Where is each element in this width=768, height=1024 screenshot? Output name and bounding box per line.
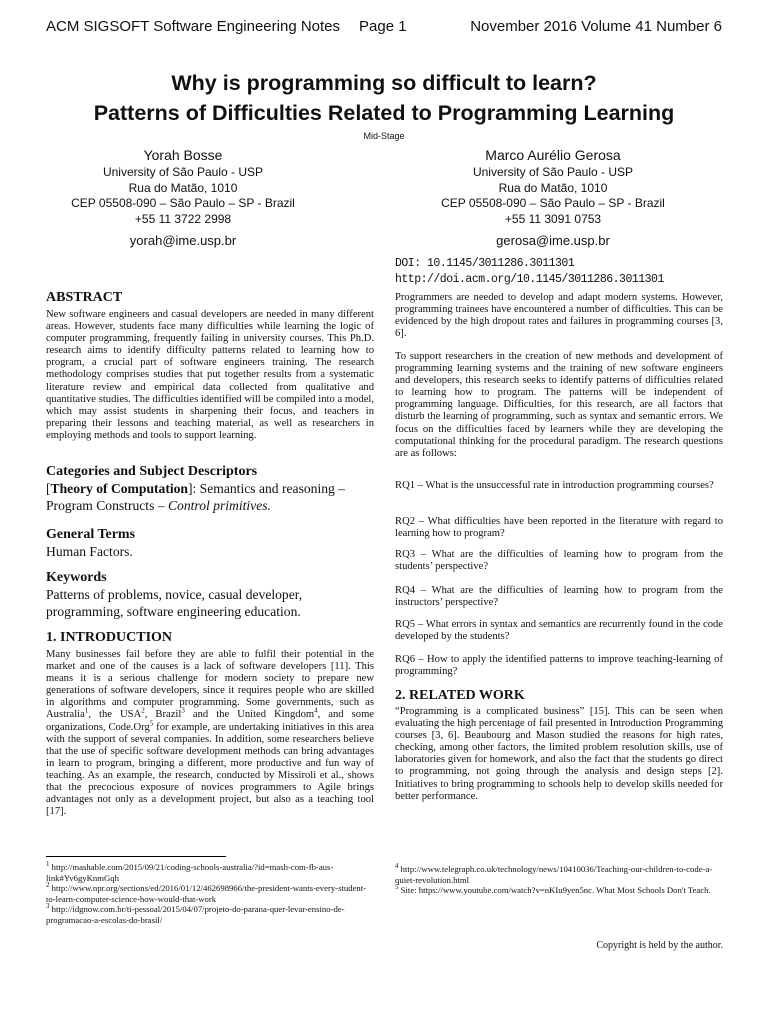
author-email[interactable]: gerosa@ime.usp.br [496, 233, 610, 249]
intro-paragraph-1: Programmers are needed to develop and adapt modern systems. However, programming trainees have encountered a number of difficulties. This can be evidenced by the high dropout rates and failures in programming courses [3, 6]. [395, 292, 723, 340]
keywords-text: Patterns of problems, novice, casual developer, programming, software engineering education. [46, 587, 303, 619]
title-line-1: Why is programming so difficult to learn? [171, 71, 597, 95]
introduction-heading: 1. INTRODUCTION [46, 630, 173, 645]
categories-section [46, 464, 374, 514]
author-affiliation: University of São Paulo - USP [472, 165, 634, 179]
footnote-url[interactable]: http://www.npr.org/sections/ed/2016/01/12/462698966/the-president-wants-every-student-to-learn-computer-science-how-would-that-work [46, 883, 367, 904]
related-work-section [395, 688, 723, 803]
title-line-2: Patterns of Difficulties Related to Programming Learning [93, 101, 675, 125]
footnote-rule [46, 856, 226, 857]
research-question-1: RQ1 – What is the unsuccessful rate in introduction programming courses? [395, 480, 714, 491]
footnotes-right [395, 864, 723, 896]
footnote-url[interactable]: http://mashable.com/2015/09/21/coding-schools-australia/?id=mash-com-fb-aus-link#Yv6gyKnmGqh [46, 862, 334, 883]
footnote: $^2$ http://www.npr.org/sections/ed/2016/01/12/462698966/the-president-wants-every-student-to-learn-computer-science-how-would-that-work [46, 881, 367, 904]
footnote: $^5$ Site: https://www.youtube.com/watch?v=nKIu9yen5nc. What Most Schools Don't Teach. [395, 883, 711, 896]
introduction-text: Many businesses fail before they are able to fulfil their potential in the market and one of the causes is a lack of software developers [11]. This means it is a serious challenge for modern society to prepare new generations of software developers, since it requires people who are skilled in algorithms and computer programming. Some governments, such as Australia$^1$, the USA$^2$, Brazil$^3$ and the United Kingdom$^4$, and some organizations, Code.Org$^5$ for example, are undertaking initiatives in this area with the support of several companies. In addition, some researchers believe that the use of specific software development methods can bring advantages in learn to program, bringing a different, more productive and fun way of teaching. As an example, the research, conducted by Missiroli et al., shows that the precocious exposure of novices programmers to Agile brings advantages not only as a development project, but also as a teaching tool [17]. [46, 649, 375, 818]
running-header [46, 18, 722, 40]
keywords-heading: Keywords [46, 570, 107, 585]
related-work-text: “Programming is a complicated business” [15]. This can be seen when evaluating the high percentage of fail presented in Introduction Programming courses [3, 6]. Beaubourg and Mason studied the reasons for high rates, checking, among other factors, the limited problem resolution skills, use of laboratories given for homework, and also the fact that the students go direct to programming, not going through the analysis and design steps [2]. Initiatives to bring programming to schools help to develop skills needed for better performance. [395, 706, 724, 802]
introduction-section [46, 630, 374, 818]
stage-label: Mid-Stage [363, 131, 405, 141]
author-block-1 [18, 146, 348, 250]
categories-heading: Categories and Subject Descriptors [46, 464, 258, 479]
paper-title [0, 68, 768, 128]
footnote-ref[interactable]: 1 [84, 706, 89, 715]
author-postal: CEP 05508-090 – São Paulo – SP - Brazil [71, 196, 295, 211]
footnote-ref[interactable]: 2 [141, 706, 145, 715]
footnote-ref[interactable]: 4 [314, 706, 318, 715]
doi-block [395, 256, 664, 288]
footnote-url[interactable]: Site: https://www.youtube.com/watch?v=nKIu9yen5nc. What Most Schools Don't Teach. [398, 885, 711, 896]
author-street: Rua do Matão, 1010 [128, 180, 238, 195]
author-block-2 [388, 146, 718, 250]
abstract-text: New software engineers and casual developers are needed in many different areas. However, students face many difficulties while learning the logic of computer programming, frequently failing in university courses. This Ph.D. research aims to identify difficulty patterns related to learning how to program, a crucial part of software engineers training. The research methodology comprises studies that put together results from a systematic literature review and empirical data collected from qualitative and quantitative studies. The difficulties identified will be compiled into a model, which may assist students in sharpening their focus, and teachers in preparing their lessons and teaching material, as well as researchers in employing methods and tools to support learning. [46, 309, 374, 441]
footnote: $^3$ http://idgnow.com.br/ti-pessoal/2015/04/07/projeto-do-parana-quer-levar-ensino-de-programacao-a-escolas-do-brasil/ [46, 902, 345, 925]
author-phone: +55 11 3091 0753 [504, 211, 602, 226]
page-number: Page 1 [359, 18, 407, 35]
footnote-ref[interactable]: 5 [149, 719, 154, 728]
category-theory: Theory of Computation [50, 481, 188, 496]
author-postal: CEP 05508-090 – São Paulo – SP - Brazil [441, 196, 665, 211]
issue-info: November 2016 Volume 41 Number 6 [470, 18, 722, 35]
doi-text: DOI: 10.1145/3011286.3011301 [395, 257, 575, 270]
footnotes-left [46, 862, 374, 926]
keywords-section [46, 570, 374, 620]
author-name: Yorah Bosse [143, 147, 223, 163]
copyright-notice: Copyright is held by the author. [596, 940, 723, 951]
footnote-url[interactable]: http://idgnow.com.br/ti-pessoal/2015/04/07/projeto-do-parana-quer-levar-ensino-de-programacao-a-escolas-do-brasil/ [46, 904, 345, 925]
intro-paragraph-2: To support researchers in the creation of new methods and development of programming learning systems and the training of new software engineers and developers, this research seeks to identify patterns of difficulties related to learning how to program. The patterns will be independent of programming language. Difficulties, for this research, are all factors that disturb the learning of programming, such as syntax and semantic errors. We focus on the difficulties faced by learners while they are developing the computational thinking for the procedural paradigm. The research questions are as follows: [395, 351, 723, 459]
related-work-heading: 2. RELATED WORK [395, 688, 525, 703]
research-question-5: RQ5 – What errors in syntax and semantics are recurrently found in the code developed by the students? [395, 619, 723, 643]
research-question-6: RQ6 – How to apply the identified patterns to improve teaching-learning of programming? [395, 654, 723, 678]
footnote: $^4$ http://www.telegraph.co.uk/technology/news/10410036/Teaching-our-children-to-code-a-quiet-revolution.html [395, 862, 713, 885]
author-street: Rua do Matão, 1010 [498, 180, 608, 195]
abstract-section [46, 290, 374, 442]
author-phone: +55 11 3722 2998 [134, 211, 232, 226]
general-terms-section [46, 527, 374, 560]
doi-link[interactable]: http://doi.acm.org/10.1145/3011286.3011301 [395, 273, 664, 286]
general-terms-heading: General Terms [46, 527, 136, 542]
author-affiliation: University of São Paulo - USP [102, 165, 264, 179]
research-question-3: RQ3 – What are the difficulties of learning how to program from the students’ perspective? [395, 549, 723, 573]
author-email[interactable]: yorah@ime.usp.br [129, 233, 237, 249]
research-question-2: RQ2 – What difficulties have been reported in the literature with regard to learning how to program? [395, 516, 723, 540]
author-name: Marco Aurélio Gerosa [485, 147, 621, 163]
footnote-url[interactable]: http://www.telegraph.co.uk/technology/news/10410036/Teaching-our-children-to-code-a-quiet-revolution.html [395, 864, 713, 885]
footnote: $^1$ http://mashable.com/2015/09/21/coding-schools-australia/?id=mash-com-fb-aus-link#Yv6gyKnmGqh [46, 860, 334, 883]
abstract-heading: ABSTRACT [46, 290, 123, 305]
footnote-ref[interactable]: 3 [181, 706, 185, 715]
journal-name: ACM SIGSOFT Software Engineering Notes [46, 18, 341, 35]
general-terms-text: Human Factors. [46, 544, 133, 559]
categories-text: [Theory of Computation]: Semantics and reasoning – Program Constructs – Control primitives. [46, 481, 346, 513]
research-question-4: RQ4 – What are the difficulties of learning how to program from the instructors’ perspective? [395, 585, 723, 609]
